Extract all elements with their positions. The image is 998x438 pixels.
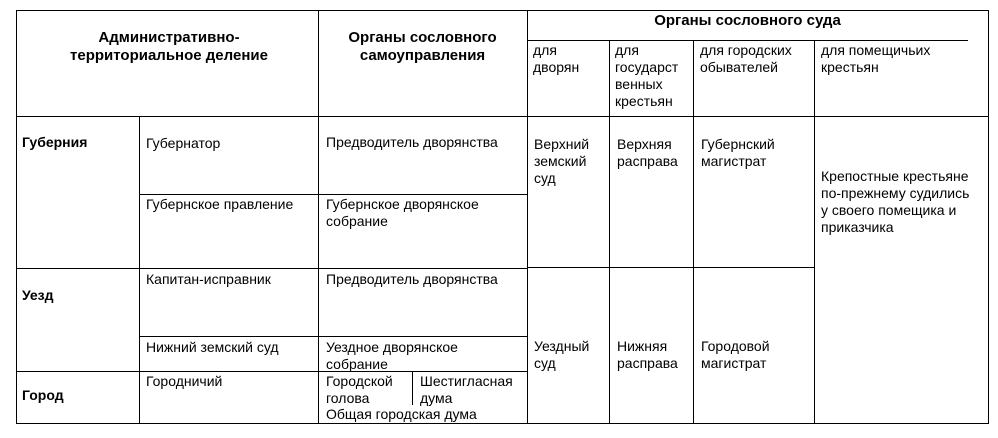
gorod-self-general-duma: Общая городская дума [326,406,477,422]
rule [16,268,527,269]
rule [527,10,528,423]
rule [412,371,413,405]
guberniya-self-assembly: Губернское дворянское собрание [326,196,479,229]
rule [139,194,527,195]
rule [693,40,694,423]
rule [527,40,968,41]
subheader-townspeople: для городских обывателей [700,42,792,75]
rule [16,423,988,424]
guberniya-court-nobility: Верхний земский суд [534,136,590,186]
header-admin-division: Административно- территориальное деление [70,29,268,64]
rule [318,10,319,423]
rule [814,40,815,423]
uezd-court-townspeople: Городовой магистрат [701,338,770,371]
subheader-serfs: для помещичьих крестьян [821,42,931,75]
uezd-court-nobility: Уездный суд [534,338,590,371]
header-court: Органы сословного суда [654,12,841,29]
level-gorod: Город [22,387,64,403]
uezd-admin-captain: Капитан-исправник [146,271,271,287]
level-uezd: Уезд [22,287,54,303]
uezd-self-assembly: Уездное дворянское собрание [326,339,458,372]
uezd-self-marshal: Предводитель дворянства [326,271,498,287]
rule [988,10,989,424]
gorod-self-six-duma: Шестигласная дума [420,373,513,406]
uezd-court-state-peasants: Нижняя расправа [617,338,678,371]
level-guberniya: Губерния [22,134,88,150]
rule [527,267,814,268]
rule [139,116,140,423]
gorod-self-mayor: Городской голова [326,373,393,406]
rule [16,10,988,11]
uezd-admin-lower-court: Нижний земский суд [146,339,279,355]
subheader-state-peasants: для государст венных крестьян [615,42,679,109]
guberniya-court-state-peasants: Верхняя расправа [617,136,678,169]
gorod-admin-governor: Городничий [146,373,223,389]
subheader-nobility: для дворян [533,42,580,75]
header-self-government: Органы сословного самоуправления [348,29,497,64]
guberniya-admin-governor: Губернатор [146,135,221,151]
guberniya-court-townspeople: Губернский магистрат [701,136,775,169]
rule [139,336,527,337]
serfs-court-note: Крепостные крестьяне по-прежнему судились у своего помещика и приказчика [821,168,970,235]
rule [16,116,988,117]
guberniya-admin-board: Губернское правление [146,196,294,212]
rule [16,10,17,424]
guberniya-self-marshal: Предводитель дворянства [326,134,498,150]
rule [609,40,610,423]
